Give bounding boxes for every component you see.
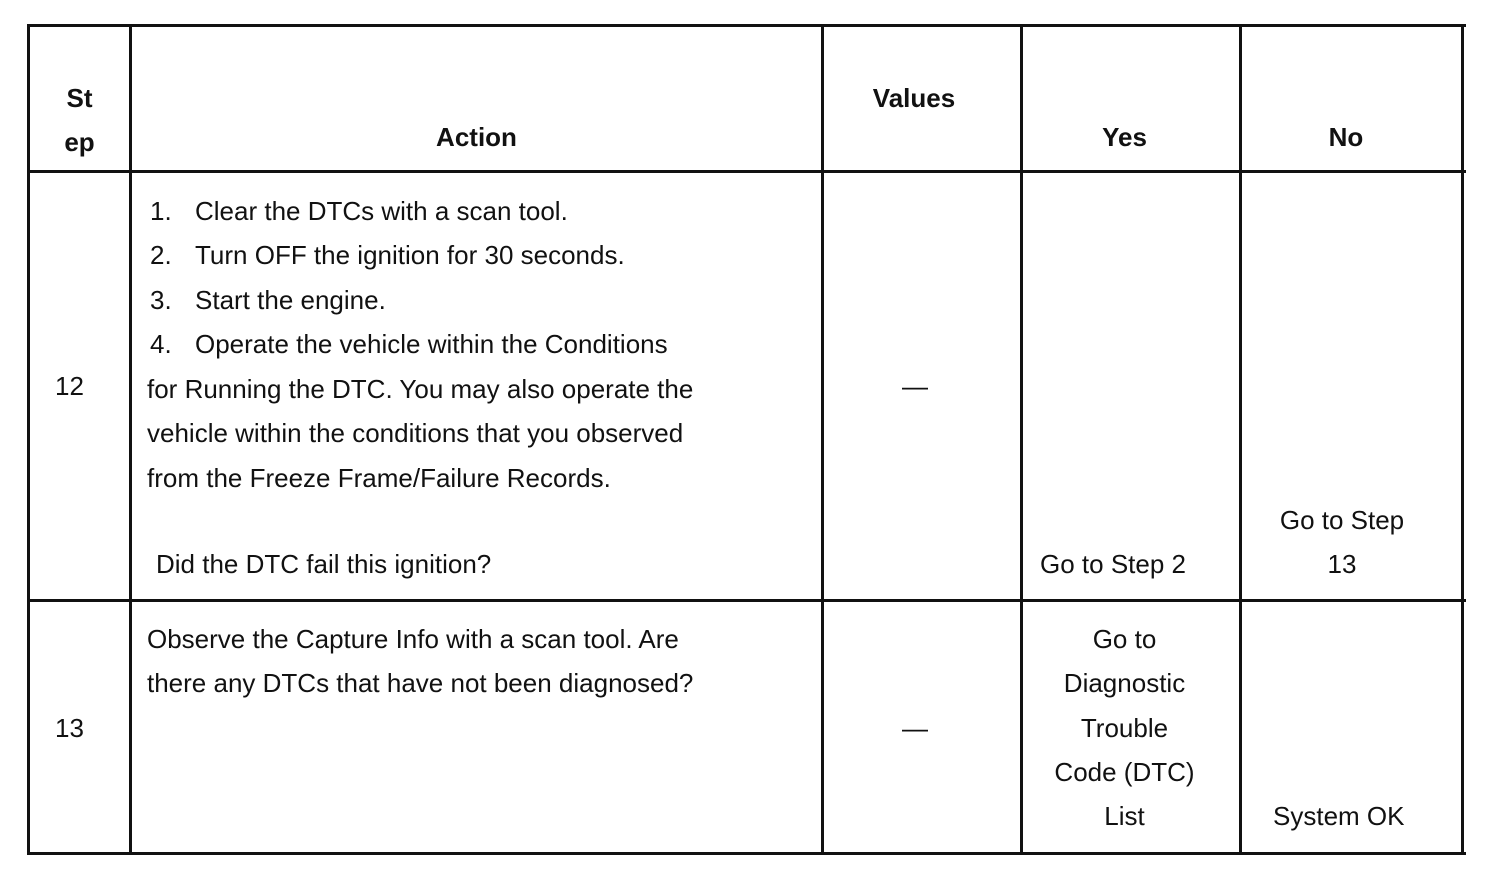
header-values: Values: [872, 83, 956, 113]
list-item: 3. Start the engine.: [150, 284, 386, 315]
values-dash: —: [902, 713, 928, 743]
header-no: No: [1328, 122, 1364, 152]
list-item: 2. Turn OFF the ignition for 30 seconds.: [150, 240, 625, 271]
table-border-bottom: [27, 852, 1466, 855]
header-step: St ep: [64, 83, 95, 158]
values-dash: —: [902, 371, 928, 401]
table-border-top: [27, 24, 1466, 27]
yes-outcome: Go to Step 2: [1040, 549, 1186, 579]
row-divider: [27, 599, 1466, 602]
table-border-right: [1461, 24, 1464, 855]
list-item: 1. Clear the DTCs with a scan tool.: [150, 196, 568, 226]
no-outcome: System OK: [1273, 801, 1405, 831]
header-action: Action: [436, 122, 517, 152]
yes-outcome: Go to Diagnostic Trouble Code (DTC) List: [1054, 624, 1195, 832]
action-steps-list: [150, 189, 810, 369]
action-continuation: for Running the DTC. You may also operate the vehicle within the conditions that you observed from the Freeze Frame/Failure Records.: [147, 374, 694, 493]
step-number: 13: [55, 713, 84, 743]
action-question: Did the DTC fail this ignition?: [156, 549, 492, 579]
no-outcome: Go to Step 13: [1279, 505, 1405, 580]
header-yes: Yes: [1102, 122, 1147, 152]
header-divider: [27, 170, 1466, 173]
list-item: 4. Operate the vehicle within the Conditions: [150, 328, 668, 359]
step-number: 12: [55, 371, 84, 401]
column-divider-action: [821, 24, 824, 855]
action-text: Observe the Capture Info with a scan tool. Are there any DTCs that have not been diagnosed?: [147, 624, 694, 699]
